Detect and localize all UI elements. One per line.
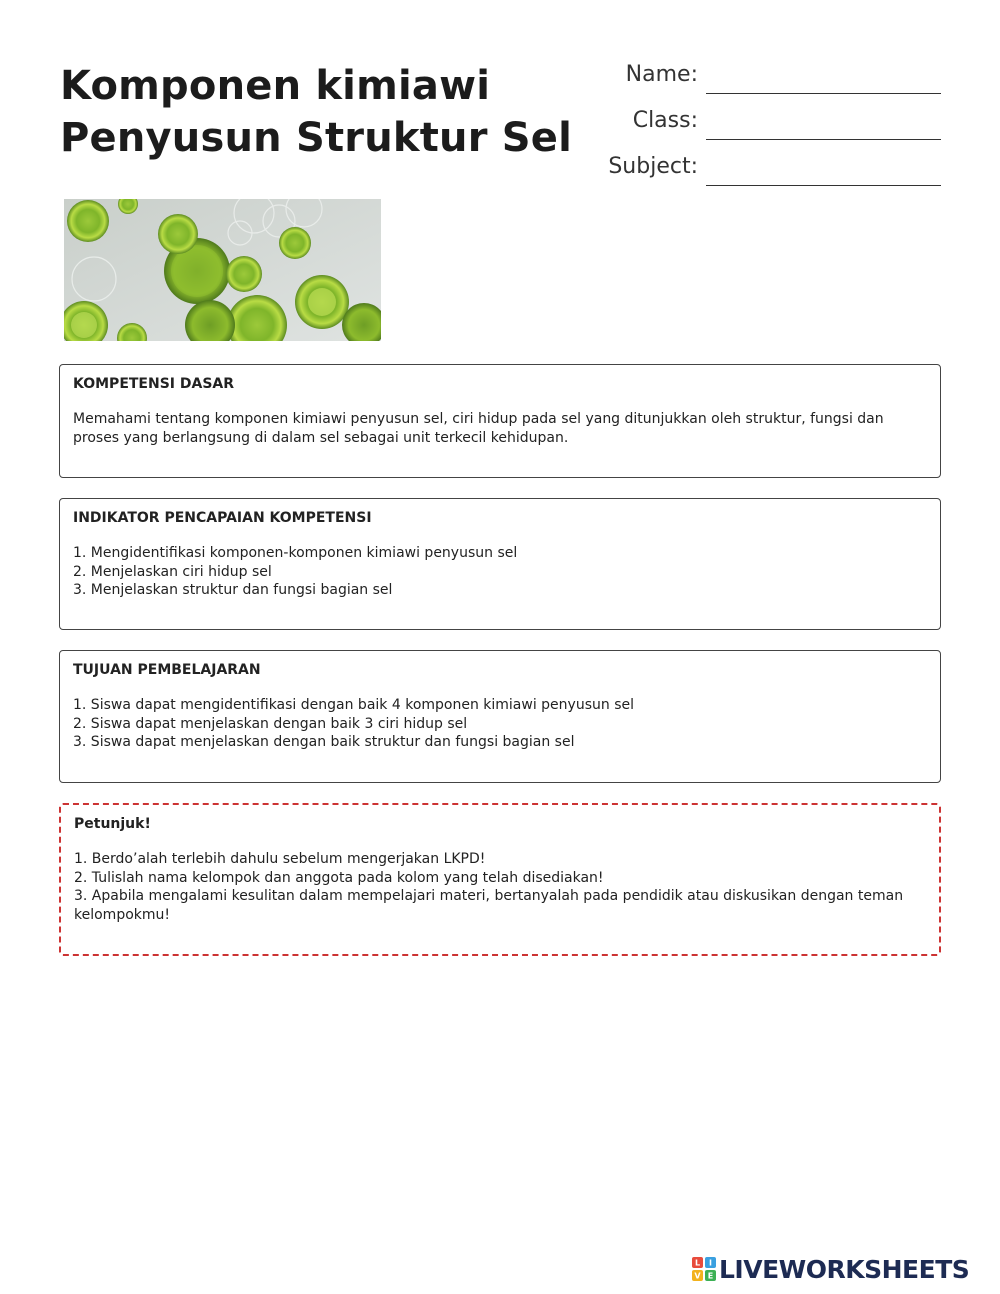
liveworksheets-logo[interactable] [692, 1254, 992, 1284]
list-item: 2. Tulislah nama kelompok dan anggota pada kolom yang telah disediakan! [74, 869, 604, 886]
subject-field[interactable] [706, 184, 941, 186]
class-field[interactable] [706, 138, 941, 140]
list-item: 3. Menjelaskan struktur dan fungsi bagian sel [73, 582, 393, 598]
green-algae-cells-photo [64, 199, 381, 341]
svg-text:I: I [709, 1258, 712, 1268]
svg-text:L: L [694, 1258, 701, 1268]
petunjuk-heading: Petunjuk! [74, 816, 151, 832]
subject-field-row [600, 154, 942, 200]
liveworksheets-wordmark: LIVEWORKSHEETS [719, 1254, 970, 1284]
list-item: 2. Siswa dapat menjelaskan dengan baik 3 ciri hidup sel [73, 715, 468, 732]
liveworksheets-mark-icon [692, 1257, 716, 1281]
name-label: Name: [625, 62, 698, 87]
list-item: 3. Apabila mengalami kesulitan dalam mempelajari materi, bertanyalah pada pendidik atau diskusikan dengan teman kelompokmu! [74, 888, 904, 923]
title-line-2: Penyusun Struktur Sel [60, 115, 572, 161]
tujuan-heading: TUJUAN PEMBELAJARAN [73, 662, 261, 678]
subject-label: Subject: [608, 154, 698, 179]
list-item: 1. Mengidentifikasi komponen-komponen kimiawi penyusun sel [73, 545, 518, 561]
list-item: 1. Siswa dapat mengidentifikasi dengan baik 4 komponen kimiawi penyusun sel [73, 697, 634, 713]
indikator-heading: INDIKATOR PENCAPAIAN KOMPETENSI [73, 510, 372, 526]
petunjuk-box [59, 803, 941, 956]
kompetensi-dasar-box [59, 364, 941, 478]
indikator-box [59, 498, 941, 630]
list-item: 2. Menjelaskan ciri hidup sel [73, 563, 272, 580]
student-info-fields [600, 62, 942, 200]
kompetensi-dasar-text: Memahami tentang komponen kimiawi penyusun sel, ciri hidup pada sel yang ditunjukkan oleh struktur, fungsi dan proses yang berlangsung di dalam sel sebagai unit terkecil kehidupan. [73, 411, 884, 446]
kompetensi-dasar-heading: KOMPETENSI DASAR [73, 376, 235, 392]
name-field[interactable] [706, 92, 941, 94]
list-item: 3. Siswa dapat menjelaskan dengan baik struktur dan fungsi bagian sel [73, 734, 575, 750]
svg-text:V: V [694, 1271, 701, 1281]
tujuan-box [59, 650, 941, 783]
worksheet-title [60, 60, 580, 164]
list-item: 1. Berdo’alah terlebih dahulu sebelum mengerjakan LKPD! [74, 851, 486, 867]
class-label: Class: [632, 108, 698, 133]
name-field-row [600, 62, 942, 108]
title-line-1: Komponen kimiawi [60, 63, 491, 109]
svg-text:E: E [707, 1271, 714, 1281]
class-field-row [600, 108, 942, 154]
